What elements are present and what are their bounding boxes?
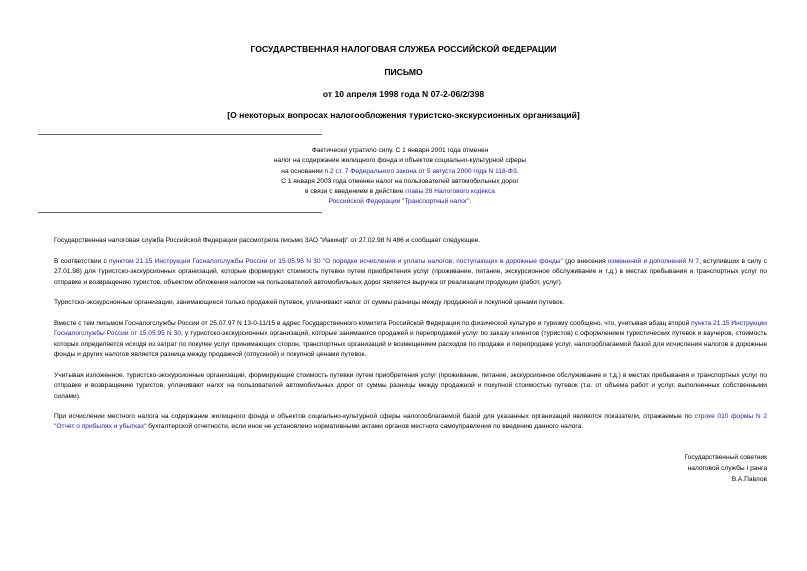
validity-note <box>200 146 600 208</box>
note-line: на основании п.2 ст. 7 Федерального закона от 5 августа 2000 года N 118-ФЗ. <box>281 167 519 175</box>
note-line: налог на содержание жилищного фонда и объектов социально-культурной сферы <box>273 157 527 165</box>
signatory-name: В.А.Павлов <box>731 476 767 483</box>
federal-law-link[interactable]: п.2 ст. 7 Федерального закона от 5 августа 2000 года N 118-ФЗ <box>324 167 517 175</box>
signature-block <box>685 452 767 485</box>
signatory-rank: налоговой службы I ранга <box>687 465 767 472</box>
paragraph-4: Вместе с тем письмом Госналогслужбы России от 25.07.97 N 13-0-11/15 в адрес Государственного комитета Российской Федерации по физической культуре и туризму сообщено, что, учитывая абзац второй пункта 21.15 Инструкции Госналогслужбы России от 15.05.95 N 30, у туристско-экскурсионных организаций, которые занимаются продажей и перепродажей услуг по заказу клиентов (туристов) с оформлением туристических путевок и ваучеров, стоимость которых определяется исходя из затрат по покупке услуг принимающих сторон, транспортных организаций и возмещением расходов по продаже и перепродаже услуг, налогооблагаемой базой для исчисления налогов в дорожные фонды и других налогов является разница между продажной (отпускной) и покупной ценами путевок. <box>54 320 767 358</box>
paragraph-intro: Государственная налоговая служба Российской Федерации рассмотрела письмо ЗАО "Иакинф" от 27.02.98 N 486 и сообщает следующее. <box>54 237 481 244</box>
paragraph-3: Туристско-экскурсионные организации, занимающиеся только продажей путевок, уплачивают налог от суммы разницы между продажной и покупной ценами путевок. <box>54 299 565 306</box>
amendments-link[interactable]: изменений и дополнений N 7 <box>607 258 700 265</box>
note-bottom-divider <box>38 212 322 213</box>
form-line-010-link[interactable]: строке 010 формы N 2 "Отчет о прибылях и убытках" <box>54 413 767 431</box>
signatory-title: Государственный советник <box>684 454 767 461</box>
note-line: С 1 января 2003 года отменен налог на пользователей автомобильных дорог <box>281 177 519 185</box>
issuing-organization: ГОСУДАРСТВЕННАЯ НАЛОГОВАЯ СЛУЖБА РОССИЙСКОЙ ФЕДЕРАЦИИ <box>250 44 557 54</box>
document-subject: [О некоторых вопросах налогообложения туристско-экскурсионных организаций] <box>227 110 580 120</box>
note-line: Российской Федерации "Транспортный налог". <box>328 198 472 206</box>
document-date-number: от 10 апреля 1998 года N 07-2-06/2/398 <box>322 89 485 99</box>
transport-tax-link[interactable]: Российской Федерации "Транспортный налог" <box>328 198 470 206</box>
note-line: Фактически утратило силу. С 1 января 2001 года отменен <box>311 147 489 154</box>
note-top-divider <box>38 134 322 135</box>
tax-code-chapter-link[interactable]: главы 28 Налогового кодекса <box>405 188 495 196</box>
paragraph-6: При исчислении местного налога на содержание жилищного фонда и объектов социально-культурной сферы налогооблагаемой базой для указанных организаций являются показатели, отражаемые по строке 010 формы N 2 "Отчет о прибылях и убытках" бухгалтерской отчетности, если иное не установлено нормативными актами органов местного самоуправления по введению данного налога. <box>54 413 767 431</box>
paragraph-5: Учитывая изложенное, туристско-экскурсионные организации, формирующие стоимость путевки путем приобретения услуг (проживание, питание, экскурсионное обслуживание и т.д.) в местах пребывания и транспортных услуг по отправке и возвращению туристов, уплачивают налог на пользователей автомобильных дорог от суммы разницы между продажной и покупной стоимостью путевок (т.е. от объема работ и услуг, выполненных собственными силами). <box>54 372 767 400</box>
note-line: в связи с введением в действие главы 28 Налогового кодекса <box>305 188 495 196</box>
document-type: ПИСЬМО <box>384 67 423 77</box>
instruction-clause-link[interactable]: пунктом 21.15 Инструкции Госналогслужбы России от 15.05.95 N 30 "О порядке исчисления и уплаты налогов, поступающих в дорожные фонды" <box>109 258 563 265</box>
instruction-clause-link-2[interactable]: пункта 21.15 Инструкции Госналогслужбы России от 15.05.95 N 30 <box>54 320 767 338</box>
paragraph-2: В соответствии с пунктом 21.15 Инструкции Госналогслужбы России от 15.05.95 N 30 "О порядке исчисления и уплаты налогов, поступающих в дорожные фонды" (до внесения изменений и дополнений N 7, вступивших в силу с 27.01.98) для туристско-экскурсионных организаций, которые формируют стоимость путевки путем приобретения услуг (проживание, питание, экскурсионное обслуживание и т.д.) в местах пребывания и транспортных услуг по отправке и возвращению туристов, объектом обложения налогом на пользователей автомобильных дорог является выручка от реализации продукции (работ, услуг). <box>54 258 767 286</box>
